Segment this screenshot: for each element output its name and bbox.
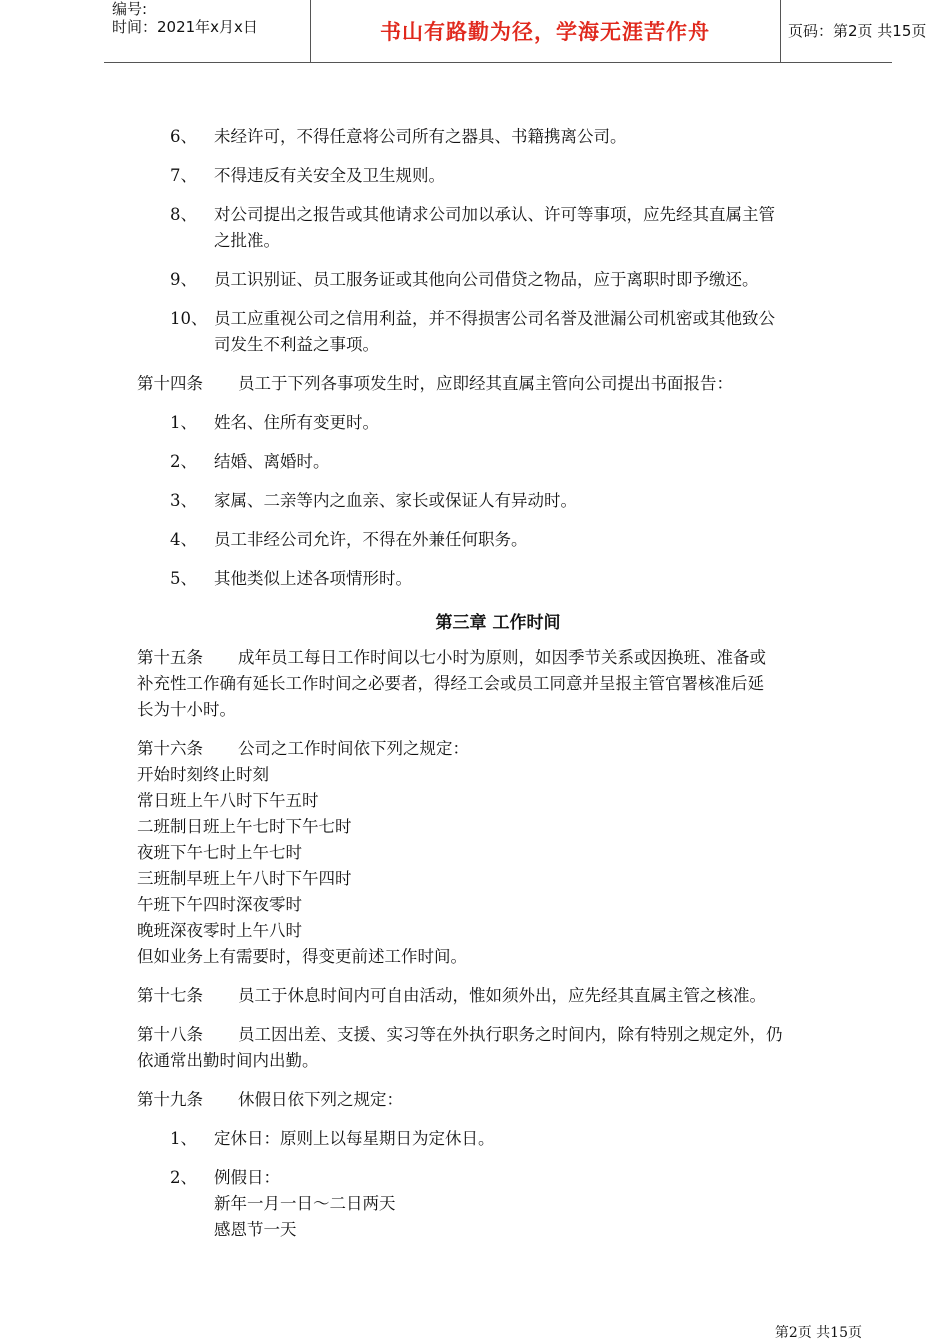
article-text: 员工因出差、支援、实习等在外执行职务之时间内，除有特别之规定外，仍 xyxy=(238,1025,783,1044)
list-number: 2、 xyxy=(170,1168,197,1187)
holiday-line: 新年一月一日～二日两天 xyxy=(214,1194,396,1213)
list-item: 结婚、离婚时。 xyxy=(214,452,330,471)
schedule-line: 三班制早班上午八时下午四时 xyxy=(137,869,352,888)
list-number: 4、 xyxy=(170,530,197,549)
list-number: 1、 xyxy=(170,413,197,432)
holiday-line: 感恩节一天 xyxy=(214,1220,297,1239)
schedule-line: 午班下午四时深夜零时 xyxy=(137,895,302,914)
article-text: 公司之工作时间依下列之规定： xyxy=(238,739,469,758)
article-text: 依通常出勤时间内出勤。 xyxy=(137,1051,319,1070)
article-title: 第十九条 xyxy=(137,1090,203,1109)
list-item: 家属、二亲等内之血亲、家长或保证人有异动时。 xyxy=(214,491,577,510)
list-number: 2、 xyxy=(170,452,197,471)
chapter-heading: 第三章 工作时间 xyxy=(435,613,561,633)
header-left-cell xyxy=(104,0,311,62)
list-item-continuation: 司发生不利益之事项。 xyxy=(214,335,379,354)
article-text: 员工于休息时间内可自由活动，惟如须外出，应先经其直属主管之核准。 xyxy=(238,986,766,1005)
article-title: 第十六条 xyxy=(137,739,203,758)
article-title: 第十五条 xyxy=(137,648,203,667)
article-text: 补充性工作确有延长工作时间之必要者，得经工会或员工同意并呈报主管官署核准后延 xyxy=(137,674,764,693)
list-number: 10、 xyxy=(170,309,208,328)
schedule-line: 开始时刻终止时刻 xyxy=(137,765,269,784)
motto-text: 书山有路勤为径，学海无涯苦作舟 xyxy=(380,20,710,44)
list-number: 3、 xyxy=(170,491,197,510)
article-text: 成年员工每日工作时间以七小时为原则，如因季节关系或因换班、准备或 xyxy=(238,648,766,667)
list-item: 员工识别证、员工服务证或其他向公司借贷之物品，应于离职时即予缴还。 xyxy=(214,270,759,289)
list-number: 7、 xyxy=(170,166,197,185)
schedule-line: 晚班深夜零时上午八时 xyxy=(137,921,302,940)
schedule-line: 但如业务上有需要时，得变更前述工作时间。 xyxy=(137,947,467,966)
list-item: 未经许可，不得任意将公司所有之器具、书籍携离公司。 xyxy=(214,127,627,146)
schedule-line: 二班制日班上午七时下午七时 xyxy=(137,817,352,836)
list-item: 姓名、住所有变更时。 xyxy=(214,413,379,432)
schedule-line: 常日班上午八时下午五时 xyxy=(137,791,319,810)
article-title: 第十七条 xyxy=(137,986,203,1005)
article-text: 长为十小时。 xyxy=(137,700,236,719)
list-number: 6、 xyxy=(170,127,197,146)
list-item-continuation: 之批准。 xyxy=(214,231,280,250)
list-item: 对公司提出之报告或其他请求公司加以承认、许可等事项，应先经其直属主管 xyxy=(214,205,775,224)
list-item: 其他类似上述各项情形时。 xyxy=(214,569,412,588)
time-label: 时间：2021年x月x日 xyxy=(112,18,258,36)
article-text: 休假日依下列之规定： xyxy=(238,1090,403,1109)
list-item: 员工非经公司允许，不得在外兼任何职务。 xyxy=(214,530,528,549)
schedule-line: 夜班下午七时上午七时 xyxy=(137,843,302,862)
list-item: 定休日：原则上以每星期日为定休日。 xyxy=(214,1129,495,1148)
code-label: 编号: xyxy=(112,0,148,18)
list-number: 9、 xyxy=(170,270,197,289)
page-header xyxy=(104,0,927,63)
article-text: 员工于下列各事项发生时，应即经其直属主管向公司提出书面报告： xyxy=(238,374,733,393)
article-title: 第十四条 xyxy=(137,374,203,393)
header-page-cell xyxy=(780,0,927,62)
page-info: 页码：第2页 共15页 xyxy=(788,22,927,40)
list-item: 不得违反有关安全及卫生规则。 xyxy=(214,166,445,185)
list-number: 8、 xyxy=(170,205,197,224)
list-item: 例假日： xyxy=(214,1168,280,1187)
page-footer: 第2页 共15页 xyxy=(774,1325,862,1341)
list-item: 员工应重视公司之信用利益，并不得损害公司名誉及泄漏公司机密或其他致公 xyxy=(214,309,775,328)
header-motto-cell xyxy=(310,0,781,62)
article-title: 第十八条 xyxy=(137,1025,203,1044)
list-number: 5、 xyxy=(170,569,197,588)
list-number: 1、 xyxy=(170,1129,197,1148)
